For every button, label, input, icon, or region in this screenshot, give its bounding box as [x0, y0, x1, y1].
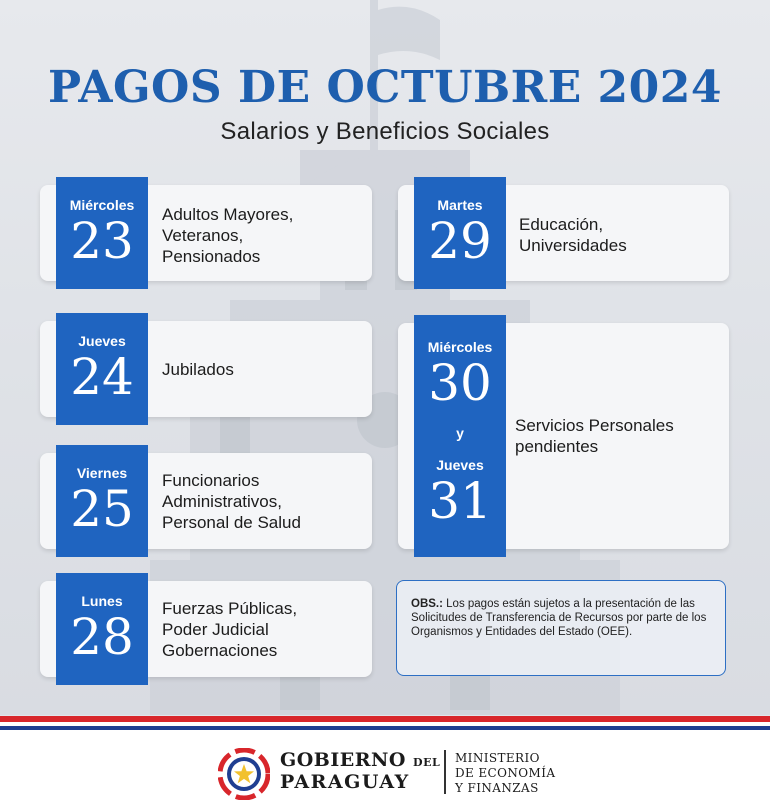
obs-label: OBS.: — [411, 598, 443, 610]
label-line: Jubilados — [162, 360, 234, 379]
label-line: Administrativos, — [162, 492, 282, 511]
date-number: 23 — [70, 212, 134, 270]
weekday-label: Viernes — [76, 465, 128, 481]
gov-word: GOBIERNO — [280, 749, 406, 771]
observation-note — [396, 580, 726, 676]
date-badge — [56, 573, 148, 685]
government-name-line2: PARAGUAY — [280, 771, 410, 793]
label-line: Fuerzas Públicas, — [162, 599, 298, 618]
beneficiaries-label — [162, 470, 301, 533]
date-number: 31 — [428, 472, 492, 530]
weekday-label: Miércoles — [427, 339, 493, 355]
beneficiaries-label — [162, 598, 297, 661]
label-line: Funcionarios — [162, 471, 260, 490]
weekday-label: Jueves — [78, 333, 126, 349]
date-number: 25 — [70, 480, 134, 538]
date-number: 29 — [428, 212, 492, 270]
date-badge-combined — [414, 315, 506, 557]
ministry-line: MINISTERIO — [455, 751, 540, 765]
date-badge — [56, 177, 148, 289]
label-line: Gobernaciones — [162, 641, 278, 660]
beneficiaries-label — [162, 359, 234, 380]
gov-del: DEL — [413, 756, 441, 769]
date-number: 24 — [70, 348, 134, 406]
beneficiaries-label — [515, 415, 674, 457]
label-line: Universidades — [519, 236, 627, 255]
label-line: Adultos Mayores, — [162, 205, 294, 224]
beneficiaries-label — [519, 214, 627, 256]
footer-divider — [444, 750, 446, 794]
weekday-label: Miércoles — [69, 197, 135, 213]
weekday-label: Lunes — [81, 593, 123, 609]
connector-label: y — [456, 425, 464, 441]
weekday-label: Jueves — [436, 457, 484, 473]
label-line: Servicios Personales — [515, 416, 674, 435]
label-line: Educación, — [519, 215, 604, 234]
label-line: Pensionados — [162, 247, 261, 266]
page-subtitle: Salarios y Beneficios Sociales — [220, 118, 550, 145]
government-name-line1 — [280, 749, 440, 771]
beneficiaries-label — [162, 204, 293, 267]
label-line: Personal de Salud — [162, 513, 301, 532]
label-line: pendientes — [515, 437, 599, 456]
label-line: Poder Judicial — [162, 620, 269, 639]
obs-text: Los pagos están sujetos a la presentación de las Solicitudes de Transferencia de Recursos por parte de los Organismos y Entidades del Estado (OEE). — [411, 598, 707, 638]
date-badge — [56, 313, 148, 425]
date-number: 30 — [428, 354, 492, 412]
date-number: 28 — [70, 608, 134, 666]
paraguay-seal-icon — [218, 748, 270, 800]
ministry-line: DE ECONOMÍA — [455, 766, 556, 780]
page-title: PAGOS DE OCTUBRE 2024 — [47, 62, 723, 113]
ministry-line: Y FINANZAS — [455, 781, 539, 795]
label-line: Veteranos, — [162, 226, 244, 245]
ministry-name — [455, 751, 555, 796]
date-badge — [414, 177, 506, 289]
date-badge — [56, 445, 148, 557]
weekday-label: Martes — [437, 197, 483, 213]
